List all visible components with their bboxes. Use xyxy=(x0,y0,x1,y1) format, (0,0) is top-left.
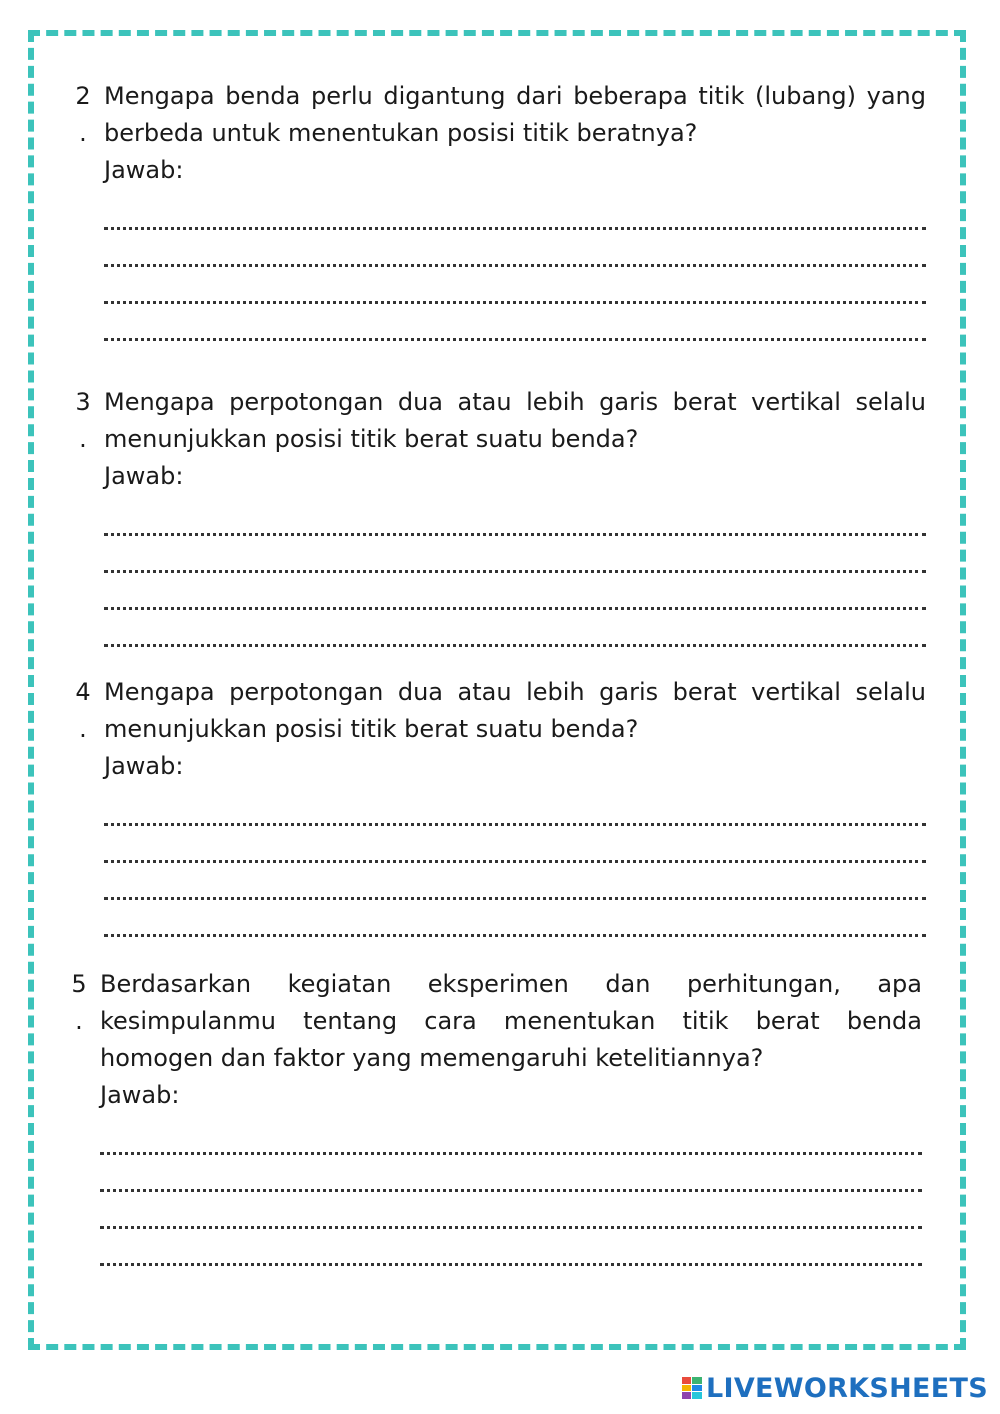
answer-label: Jawab: xyxy=(104,156,184,184)
question-number: 3 . xyxy=(75,388,91,453)
answer-line[interactable] xyxy=(104,826,926,863)
answer-line[interactable] xyxy=(100,1118,922,1155)
answer-line[interactable] xyxy=(104,304,926,341)
liveworksheets-logo-icon xyxy=(682,1377,702,1399)
answer-label: Jawab: xyxy=(100,1081,180,1109)
answer-area[interactable] xyxy=(100,1118,922,1266)
question-text: Berdasarkan kegiatan eksperimen dan perhitungan, apa kesimpulanmu tentang cara menentukan titik berat benda homogen dan faktor yang memengaruhi ketelitiannya? xyxy=(100,970,922,1072)
answer-line[interactable] xyxy=(104,610,926,647)
answer-line[interactable] xyxy=(104,499,926,536)
answer-area[interactable] xyxy=(104,499,926,647)
brand-name: LIVEWORKSHEETS xyxy=(705,1372,988,1404)
answer-area[interactable] xyxy=(104,789,926,937)
question-number: 2 . xyxy=(75,82,91,147)
answer-line[interactable] xyxy=(104,573,926,610)
answer-label: Jawab: xyxy=(104,752,184,780)
answer-line[interactable] xyxy=(104,536,926,573)
question-number: 4 . xyxy=(75,678,91,743)
question-4 xyxy=(70,674,930,937)
answer-line[interactable] xyxy=(104,267,926,304)
answer-line[interactable] xyxy=(104,900,926,937)
question-2 xyxy=(70,78,930,341)
answer-line[interactable] xyxy=(104,789,926,826)
question-number: 5 . xyxy=(71,970,87,1035)
question-3 xyxy=(70,384,930,647)
question-text: Mengapa perpotongan dua atau lebih garis berat vertikal selalu menunjukkan posisi titik berat suatu benda? xyxy=(104,388,926,453)
question-text: Mengapa benda perlu digantung dari beberapa titik (lubang) yang berbeda untuk menentukan posisi titik beratnya? xyxy=(104,82,926,147)
answer-line[interactable] xyxy=(100,1229,922,1266)
answer-line[interactable] xyxy=(100,1192,922,1229)
answer-label: Jawab: xyxy=(104,462,184,490)
answer-line[interactable] xyxy=(104,230,926,267)
answer-line[interactable] xyxy=(104,863,926,900)
answer-line[interactable] xyxy=(100,1155,922,1192)
answer-line[interactable] xyxy=(104,193,926,230)
question-text: Mengapa perpotongan dua atau lebih garis berat vertikal selalu menunjukkan posisi titik berat suatu benda? xyxy=(104,678,926,743)
liveworksheets-footer xyxy=(682,1370,988,1406)
question-5 xyxy=(66,966,926,1266)
answer-area[interactable] xyxy=(104,193,926,341)
